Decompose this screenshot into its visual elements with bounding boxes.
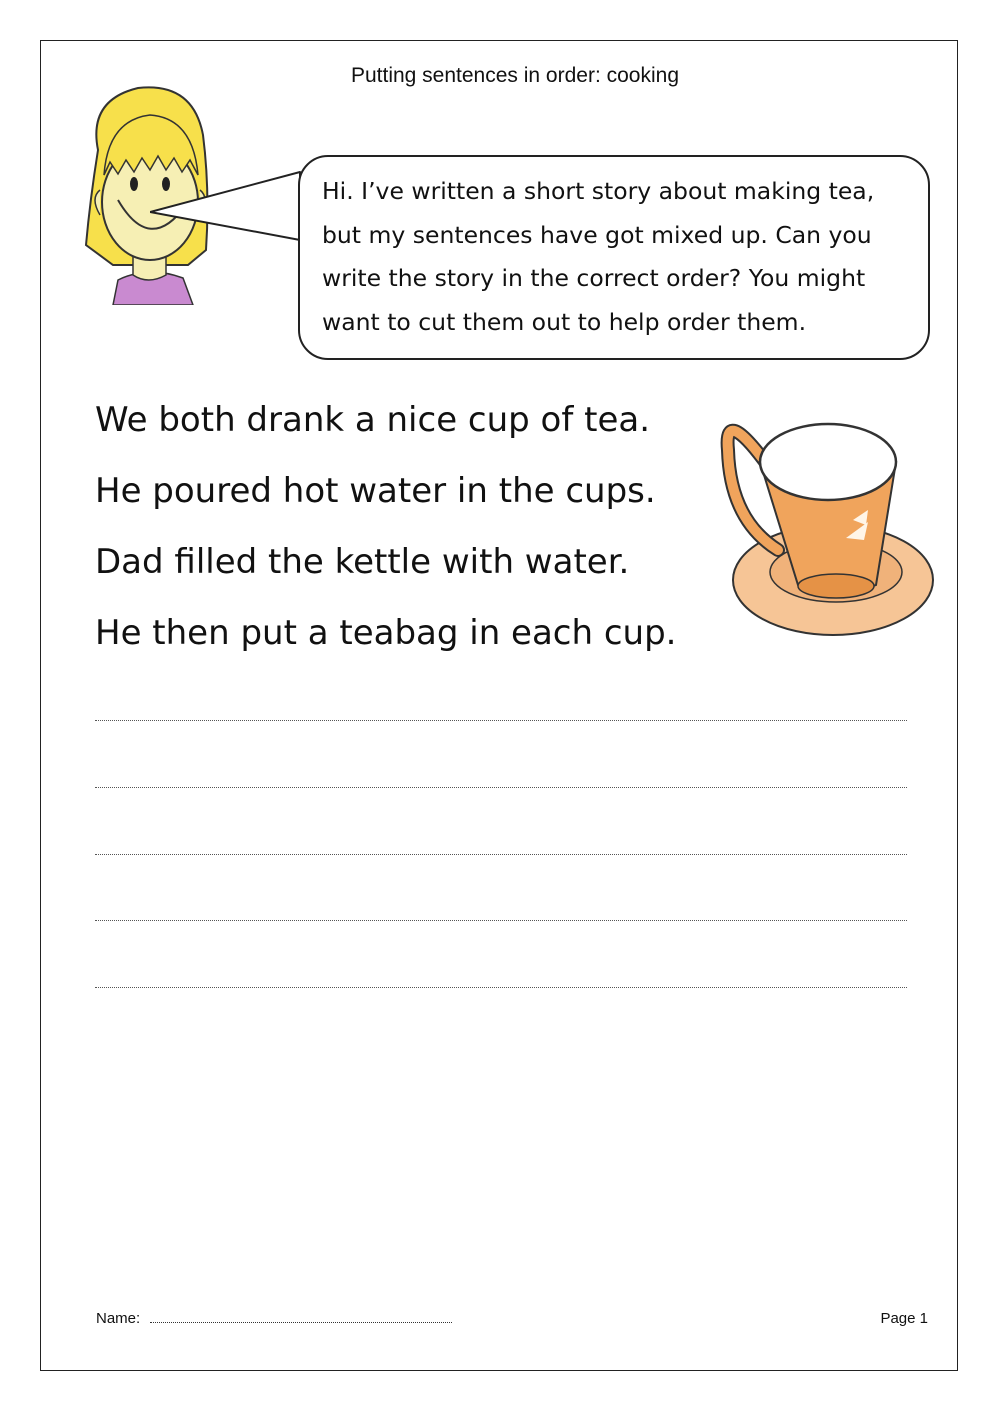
- teacup-illustration: [718, 410, 938, 645]
- page-title: Putting sentences in order: cooking: [350, 64, 680, 87]
- speech-bubble-tail: [150, 150, 320, 260]
- sentence-list: [95, 385, 677, 669]
- speech-line: want to cut them out to help order them.: [322, 307, 807, 336]
- answer-line[interactable]: [95, 920, 907, 921]
- answer-line[interactable]: [95, 854, 907, 855]
- speech-line: write the story in the correct order? You might: [322, 264, 866, 292]
- speech-line: but my sentences have got mixed up. Can you: [322, 220, 872, 249]
- page-number: Page 1: [880, 1310, 928, 1327]
- sentence-strip[interactable]: Dad filled the kettle with water.: [95, 542, 630, 582]
- answer-line[interactable]: [95, 787, 907, 788]
- answer-line[interactable]: [95, 987, 907, 988]
- speech-bubble-text: [322, 170, 922, 344]
- name-input-line[interactable]: [150, 1310, 452, 1323]
- answer-line[interactable]: [95, 720, 907, 721]
- name-field: [96, 1310, 452, 1327]
- sentence-strip[interactable]: He poured hot water in the cups.: [95, 471, 656, 511]
- sentence-strip[interactable]: We both drank a nice cup of tea.: [95, 400, 651, 440]
- name-label: Name:: [96, 1310, 141, 1327]
- sentence-strip[interactable]: He then put a teabag in each cup.: [95, 613, 677, 653]
- speech-line: Hi. I’ve written a short story about making tea,: [322, 177, 875, 205]
